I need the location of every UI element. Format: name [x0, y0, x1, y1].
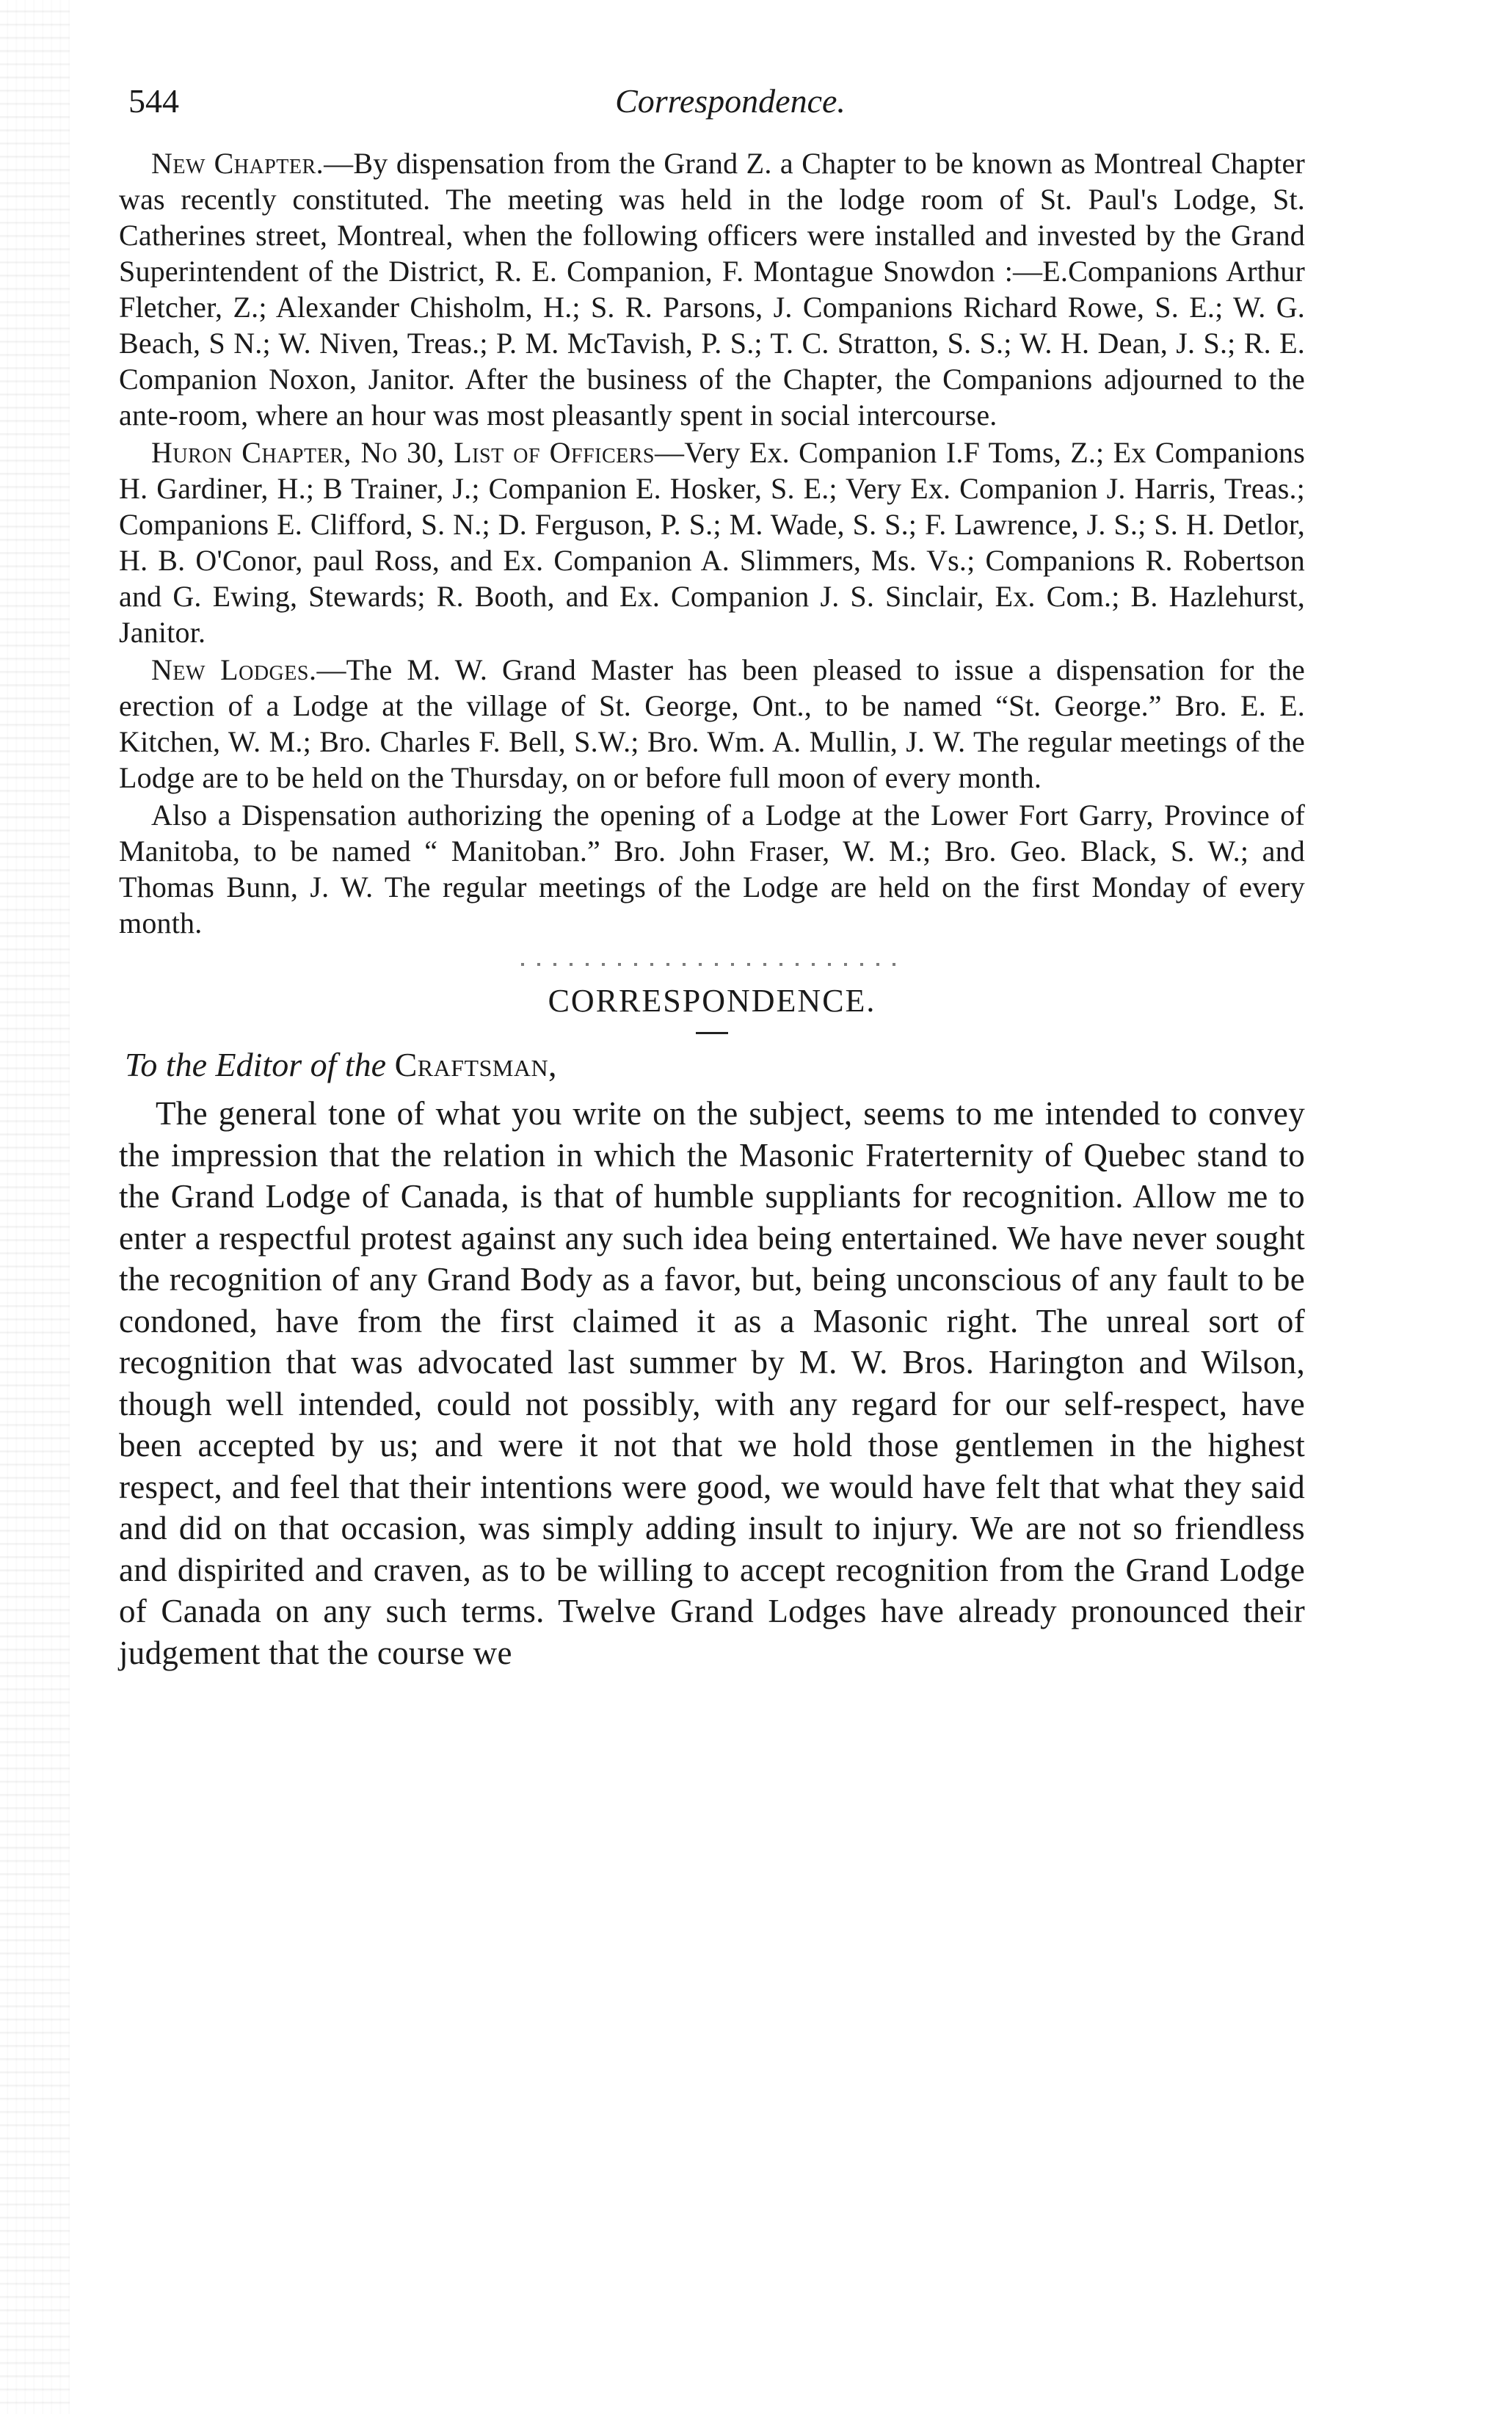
- paragraph-body: —Very Ex. Companion I.F Toms, Z.; Ex Companions H. Gardiner, H.; B Trainer, J.; Companion E. Hosker, S. E.; Very Ex. Companion J. Harris, Treas.; Companions E. Clifford, S. N.; D. Ferguson, P. S.; M. Wade, S. S.; F. Lawrence, J. S.; S. H. Detlor, H. B. O'Conor, paul Ross, and Ex. Companion A. Slimmers, Ms. Vs.; Companions R. Robertson and G. Ewing, Stewards; R. Booth, and Ex. Companion J. S. Sinclair, Ex. Com.; B. Hazlehurst, Janitor.: [119, 436, 1305, 649]
- paragraph-lead: New Lodges.: [151, 653, 317, 686]
- letter-body: The general tone of what you write on the subject, seems to me intended to convey the impression that the relation in which the Masonic Fraterternity of Quebec stand to the Grand Lodge of Canada, is that of humble suppliants for recognition. Allow me to enter a respectful protest against any such idea being entertained. We have never sought the recognition of any Grand Body as a favor, but, being unconscious of any fault to be condoned, have from the first claimed it as a Masonic right. The unreal sort of recognition that was advocated last summer by M. W. Bros. Harington and Wilson, though well intended, could not possibly, with any regard for our self-respect, have been accepted by us; and were it not that we hold those gentlemen in the highest respect, and feel that their intentions were good, we would have felt that what they said and did on that occasion, was simply adding insult to injury. We are not so friendless and dispirited and craven, as to be willing to accept recognition from the Grand Lodge of Canada on any such terms. Twelve Grand Lodges have already pronounced their judgement that the course we: [119, 1095, 1305, 1671]
- page-number: 544: [128, 82, 179, 120]
- paragraph-body: —By dispensation from the Grand Z. a Chapter to be known as Montreal Chapter was recently constituted. The meeting was held in the lodge room of St. Paul's Lodge, St. Catherines street, Montreal, when the following officers were installed and invested by the Grand Superintendent of the District, R. E. Companion, F. Montague Snowdon :—E.Companions Arthur Fletcher, Z.; Alexander Chisholm, H.; S. R. Parsons, J. Companions Richard Rowe, S. E.; W. G. Beach, S N.; W. Niven, Treas.; P. M. McTavish, P. S.; T. C. Stratton, S. S.; W. H. Dean, J. S.; R. E. Companion Noxon, Janitor. After the business of the Chapter, the Companions adjourned to the ante-room, where an hour was most pleasantly spent in social intercourse.: [119, 147, 1305, 432]
- paragraph-huron-chapter: [119, 435, 1305, 650]
- paragraph-new-chapter: [119, 145, 1305, 433]
- binding-edge-noise: [0, 0, 70, 2414]
- running-head: [128, 79, 1288, 131]
- paragraph-lead: New Chapter.: [151, 147, 324, 180]
- salutation: [125, 1044, 1305, 1086]
- salutation-smallcaps: Craftsman,: [394, 1046, 558, 1083]
- paragraph-body: Also a Dispensation authorizing the opening of a Lodge at the Lower Fort Garry, Province of Manitoba, to be named “ Manitoban.” Bro. John Fraser, W. M.; Bro. Geo. Black, S. W.; and Thomas Bunn, J. W. The regular meetings of the Lodge are held on the first Monday of every month.: [119, 799, 1305, 939]
- running-title: Correspondence.: [615, 82, 846, 120]
- salutation-italic: To the Editor of the: [125, 1046, 387, 1083]
- paragraph-lead: Huron Chapter, No 30, List of Officers: [151, 436, 655, 469]
- paragraph-manitoban: [119, 797, 1305, 941]
- heading-rule: [696, 1032, 728, 1034]
- text-column: [119, 145, 1305, 1673]
- paragraph-new-lodges: [119, 652, 1305, 796]
- section-divider: [521, 963, 903, 966]
- paragraph-body: —The M. W. Grand Master has been pleased to issue a dispensation for the erection of a Lodge at the village of St. George, Ont., to be named “St. George.” Bro. E. E. Kitchen, W. M.; Bro. Charles F. Bell, S.W.; Bro. Wm. A. Mullin, J. W. The regular meetings of the Lodge are to be held on the Thursday, on or before full moon of every month.: [119, 653, 1305, 794]
- section-heading: CORRESPONDENCE.: [548, 983, 876, 1019]
